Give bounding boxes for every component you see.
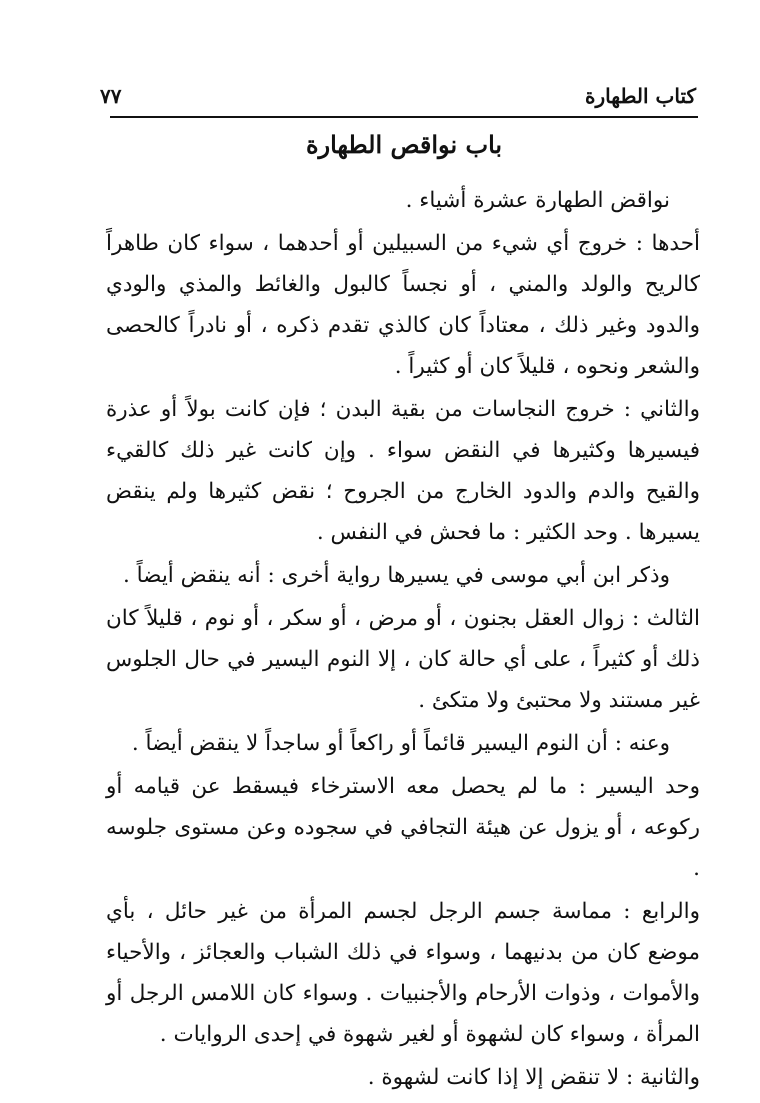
page-number: ٧٧ [100,84,122,108]
paragraph: وذكر ابن أبي موسى في يسيرها رواية أخرى : أنه ينقض أيضاً . [122,563,670,588]
chapter-title: باب نواقص الطهارة [305,130,503,159]
paragraph: نواقض الطهارة عشرة أشياء . [405,188,670,213]
paragraph: والثانية : لا تنقض إلا إذا كانت لشهوة . [367,1065,700,1090]
paragraph: الثالث : زوال العقل بجنون ، أو مرض ، أو سكر ، أو نوم ، قليلاً كان ذلك أو كثيراً ، على أي حالة كان ، إلا النوم اليسير في حال الجلوس غير مستند ولا محتبئ ولا متكئ . [106,606,700,713]
paragraph: وحد اليسير : ما لم يحصل معه الاسترخاء فيسقط عن قيامه أو ركوعه ، أو يزول عن هيئة التجافي في سجوده وعن مستوى جلوسه . [106,774,700,881]
paragraph: والرابع : مماسة جسم الرجل لجسم المرأة من غير حائل ، بأي موضع كان من بدنيهما ، وسواء في ذلك الشباب والعجائز ، والأحياء والأموات ، وذوات الأرحام والأجنبيات . وسواء كان اللامس الرجل أو المرأة ، وسواء كان لشهوة أو لغير شهوة في إحدى الروايات . [106,899,700,1047]
book-title: كتاب الطهارة [585,84,696,108]
body-text [106,180,700,1100]
running-header [100,78,696,108]
paragraph: والثاني : خروج النجاسات من بقية البدن ؛ فإن كانت بولاً أو عذرة فيسيرها وكثيرها في النقض سواء . وإن كانت غير ذلك كالقيء والقيح والدم والدود الخارج من الجروح ؛ نقض كثيرها ولم ينقض يسيرها . وحد الكثير : ما فحش في النفس . [106,397,700,545]
paragraph: أحدها : خروج أي شيء من السبيلين أو أحدهما ، سواء كان طاهراً كالريح والولد والمني ، أو نجساً كالبول والغائط والمذي والودي والدود وغير ذلك ، معتاداً كان كالذي تقدم ذكره ، أو نادراً كالحصى والشعر ونحوه ، قليلاً كان أو كثيراً . [106,231,700,379]
header-rule [110,116,698,118]
paragraph: وعنه : أن النوم اليسير قائماً أو راكعاً أو ساجداً لا ينقض أيضاً . [131,731,670,756]
